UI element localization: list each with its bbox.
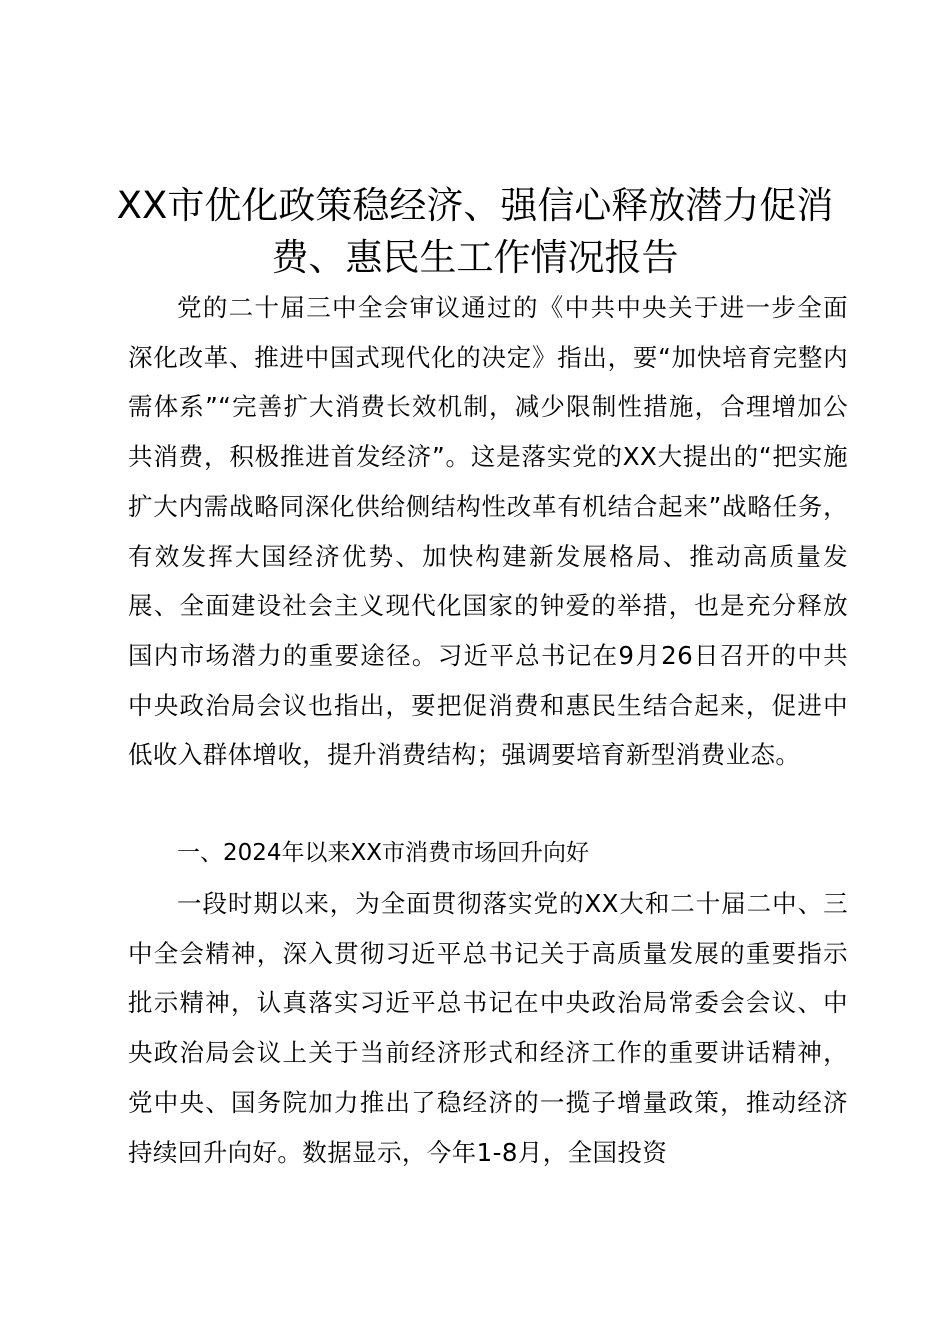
paragraph-intro: 党的二十届三中全会审议通过的《中共中央关于进一步全面深化改革、推进中国式现代化的决定》指出，要“加快培育完整内需体系”“完善扩大消费长效机制，减少限制性措施，合理增加公共消费，积极推进首发经济”。这是落实党的XX大提出的“把实施扩大内需战略同深化供给侧结构性改革有机结合起来”战略任务，有效发挥大国经济优势、加快构建新发展格局、推动高质量发展、全面建设社会主义现代化国家的钟爱的举措，也是充分释放国内市场潜力的重要途径。习近平总书记在9月26日召开的中共中央政治局会议也指出，要把促消费和惠民生结合起来，促进中低收入群体增收，提升消费结构；强调要培育新型消费业态。 — [128, 293, 848, 770]
section-heading: 一、2024年以来XX市消费市场回升向好 — [177, 840, 590, 866]
document-title: XX市优化政策稳经济、强信心释放潜力促消费、惠民生工作情况报告 — [116, 184, 834, 279]
paragraph-section-1: 一段时期以来，为全面贯彻落实党的XX大和二十届二中、三中全会精神，深入贯彻习近平总书记关于高质量发展的重要指示批示精神，认真落实习近平总书记在中央政治局常委会会议、中央政治局会议上关于当前经济形式和经济工作的重要讲话精神，党中央、国务院加力推出了稳经济的一揽子增量政策，推动经济持续回升向好。数据显示，今年1-8月，全国投资 — [128, 889, 848, 1167]
